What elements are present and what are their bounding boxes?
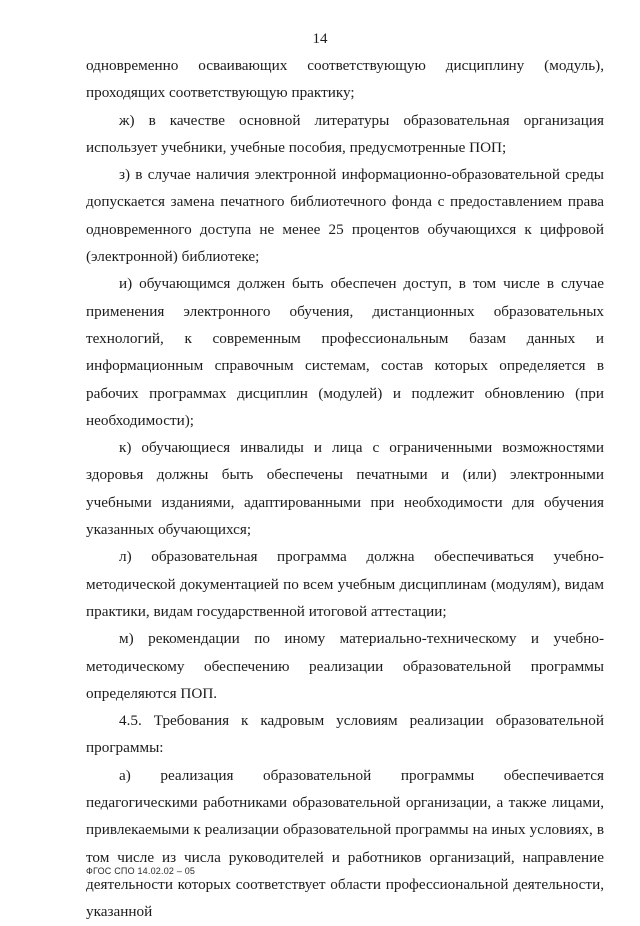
paragraph-zh: ж) в качестве основной литературы образовательная организация использует учебники, учебные пособия, предусмотренные ПОП;: [86, 111, 604, 156]
paragraph-continuation: одновременно осваивающих соответствующую дисциплину (модуль), проходящих соответствующую практику;: [86, 57, 604, 102]
footer-document-code: ФГОС СПО 14.02.02 – 05: [86, 866, 196, 876]
paragraph-i: и) обучающимся должен быть обеспечен доступ, в том числе в случае применения электронного обучения, дистанционных образовательных технологий, к современным профессиональным базам данных и информационным справочным системам, состав которых определяется в рабочих программах дисциплин (модулей) и подлежит обновлению (при необходимости);: [86, 275, 604, 429]
paragraph-z: з) в случае наличия электронной информационно-образовательной среды допускается замена печатного библиотечного фонда с предоставлением права одновременного доступа не менее 25 процентов обучающихся к цифровой (электронной) библиотеке;: [86, 166, 604, 266]
section-heading-4-5: 4.5. Требования к кадровым условиям реализации образовательной программы:: [86, 712, 604, 757]
body-text: [86, 52, 604, 926]
page-number: 14: [312, 31, 328, 47]
paragraph-m: м) рекомендации по иному материально-техническому и учебно-методическому обеспечению реализации образовательной программы определяются ПОП.: [86, 630, 604, 702]
paragraph-l: л) образовательная программа должна обеспечиваться учебно-методической документацией по всем учебным дисциплинам (модулям), видам практики, видам государственной итоговой аттестации;: [86, 548, 604, 620]
paragraph-a: а) реализация образовательной программы обеспечивается педагогическими работниками образовательной организации, а также лицами, привлекаемыми к реализации образовательной программы на иных условиях, в том числе из числа руководителей и работников организаций, направление деятельности которых соответствует области профессиональной деятельности, указанной: [86, 766, 604, 921]
paragraph-k: к) обучающиеся инвалиды и лица с ограниченными возможностями здоровья должны быть обеспечены печатными и (или) электронными учебными изданиями, адаптированными при необходимости для обучения указанных обучающихся;: [86, 439, 604, 539]
